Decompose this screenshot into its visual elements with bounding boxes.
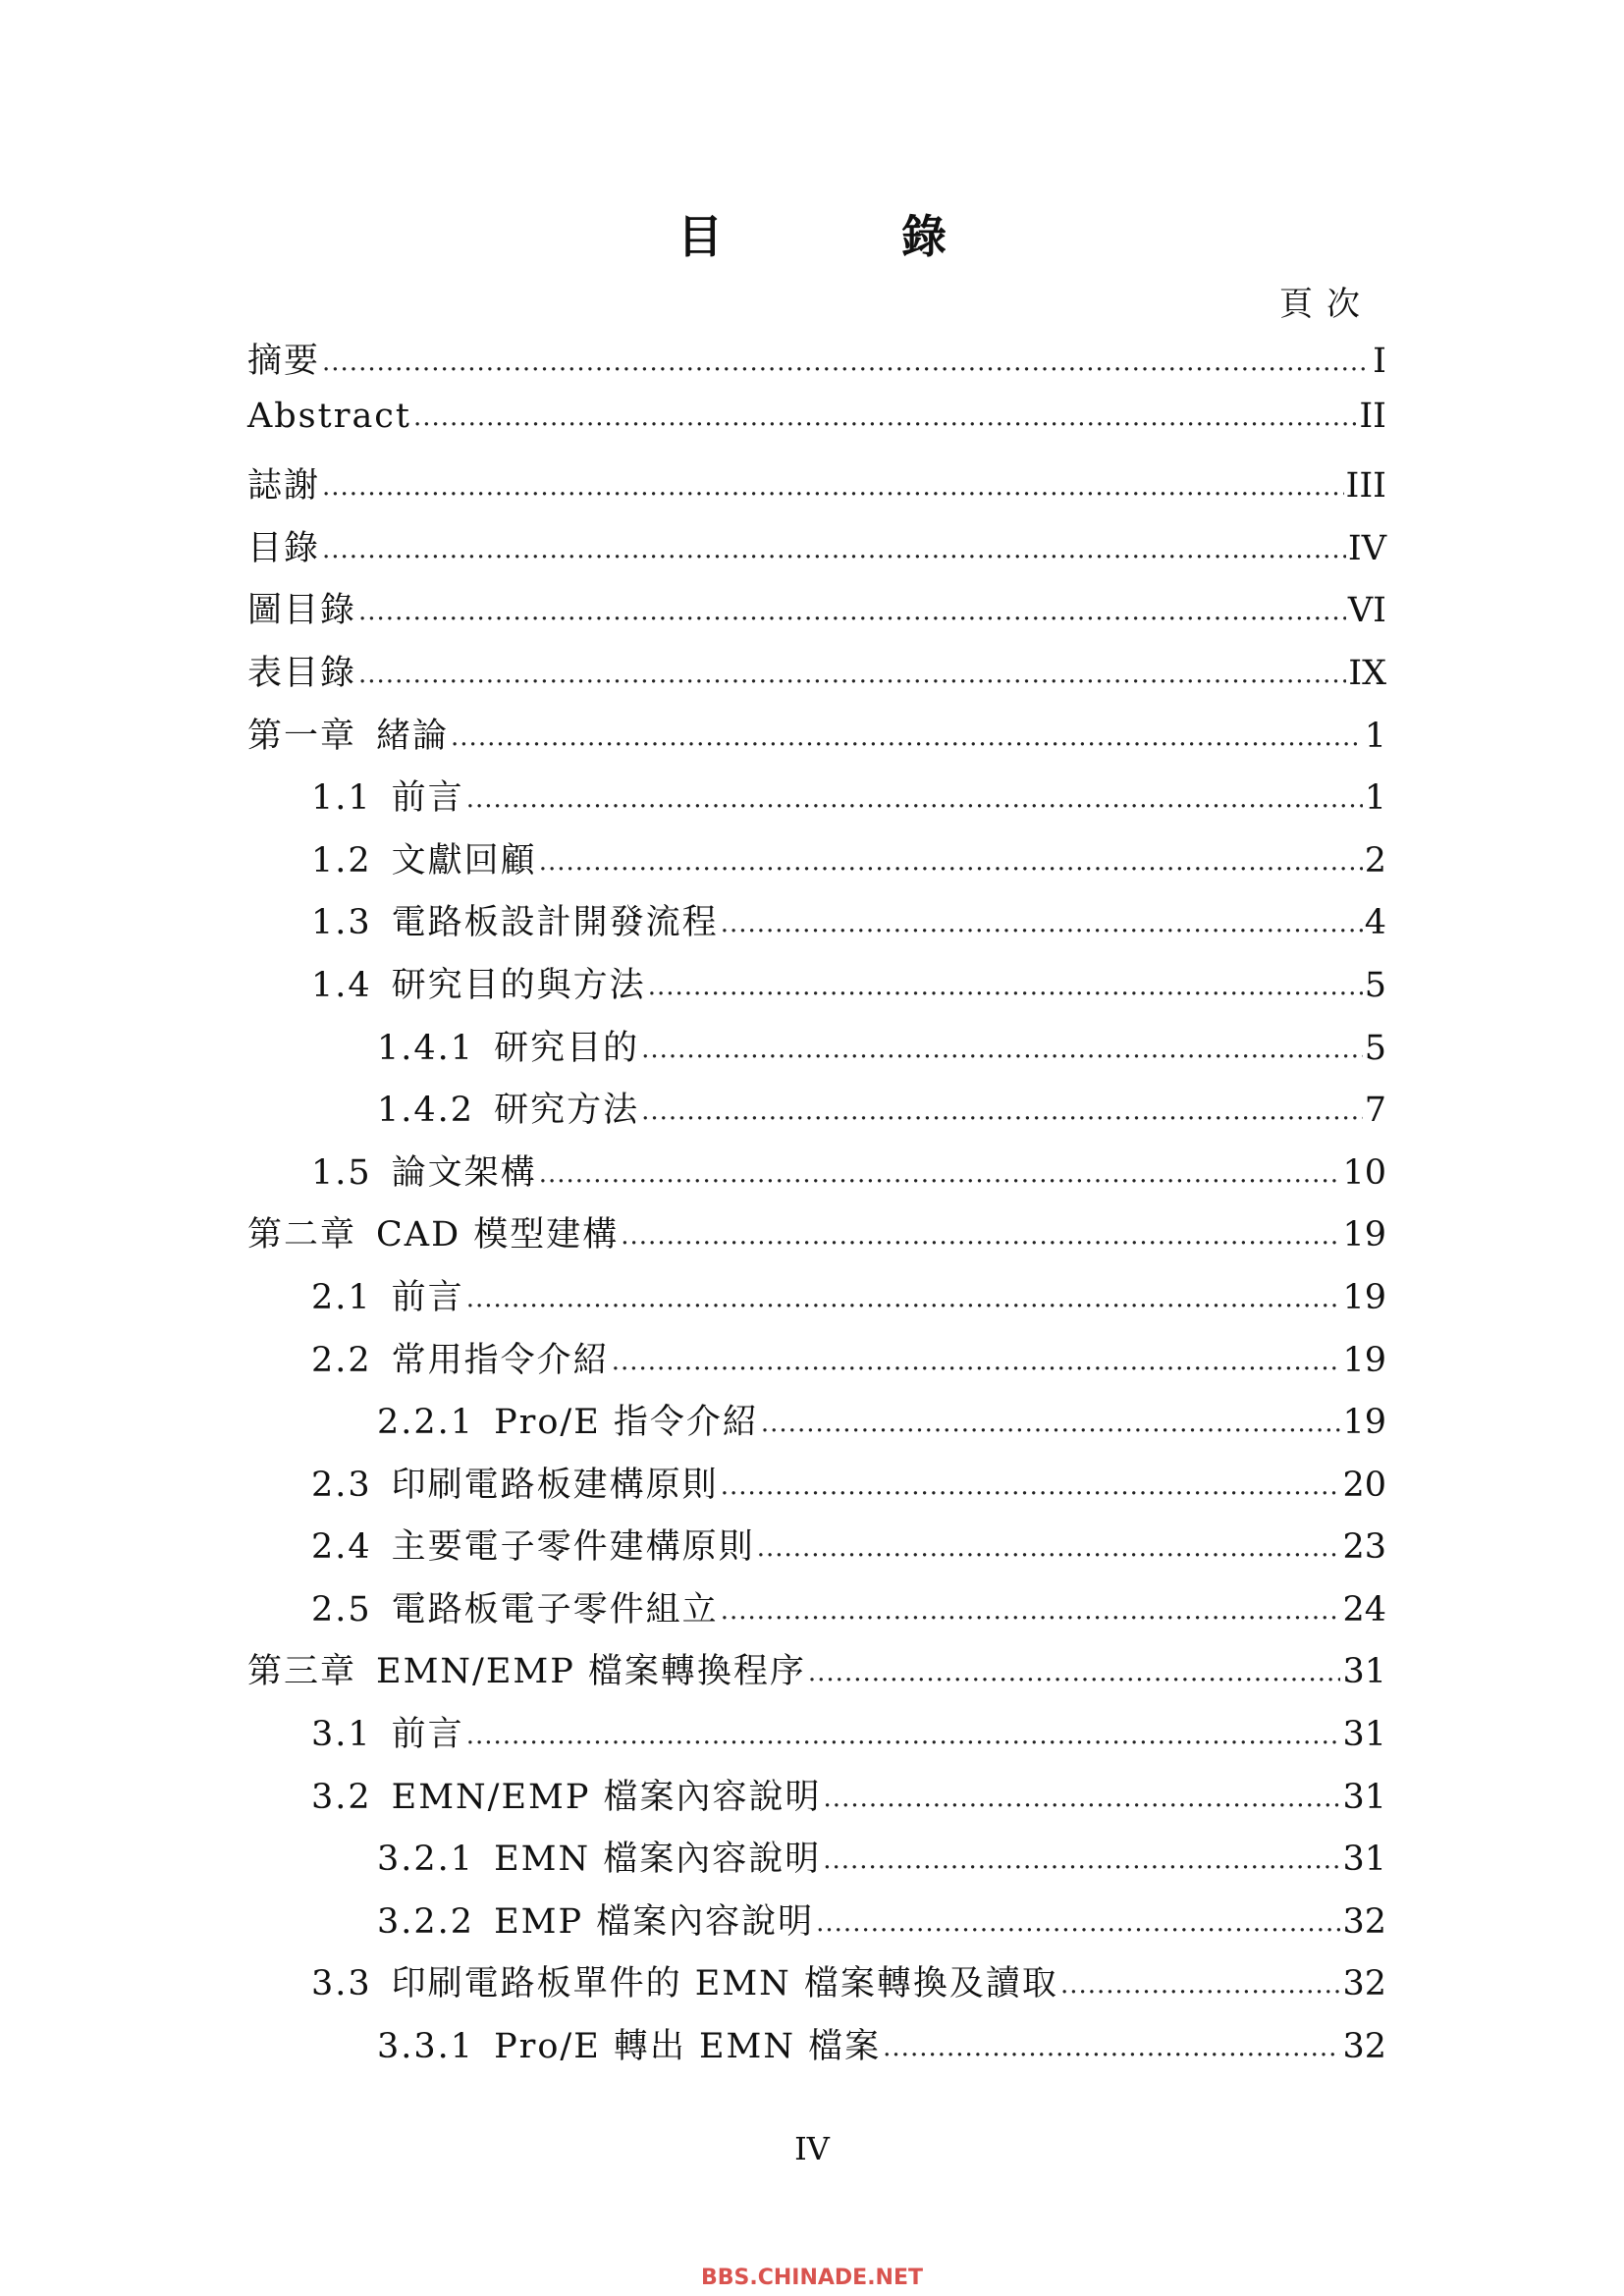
page-title-char-2: 錄 [901, 210, 947, 263]
toc-entry-label: EMN 檔案內容說明 [494, 1840, 822, 1880]
toc-entry-label: 印刷電路板建構原則 [391, 1465, 719, 1505]
page-title-char-1: 目 [677, 210, 723, 263]
toc-entry-page: IX [1348, 653, 1386, 693]
toc-entry [247, 1458, 1386, 1521]
toc-entry-label: 誌謝 [247, 466, 321, 507]
page-title [0, 201, 1624, 266]
toc-entry-number: 2.2.1 [377, 1403, 475, 1443]
toc-entry-page: 23 [1342, 1527, 1386, 1568]
toc-entry-page: 19 [1342, 1215, 1386, 1255]
dot-leader [808, 1650, 1341, 1689]
dot-leader [824, 1776, 1341, 1815]
toc-entry-page: II [1359, 396, 1386, 436]
toc-entry-number: 2.5 [311, 1589, 372, 1629]
footer-page-number: IV [794, 2130, 830, 2167]
toc-entry-number: 1.2 [311, 840, 372, 881]
toc-entry-title [311, 771, 464, 820]
toc-entry-label: 文獻回顧 [391, 840, 537, 881]
toc-entry-title [247, 521, 320, 570]
toc-entry-number: 3.2.2 [377, 1901, 475, 1942]
toc-entry-title [377, 1083, 639, 1132]
toc-entry-number: 3.3.1 [377, 2027, 475, 2067]
dot-leader [466, 1713, 1341, 1752]
dot-leader [539, 1151, 1341, 1191]
toc-entry-page: I [1373, 342, 1386, 381]
toc-entry [247, 1644, 1386, 1707]
toc-entry [247, 583, 1386, 646]
toc-entry [247, 1146, 1386, 1208]
toc-entry [247, 1333, 1386, 1396]
dot-leader [648, 964, 1363, 1003]
toc-entry-label: 圖目錄 [247, 591, 357, 631]
dot-leader [322, 464, 1344, 504]
toc-entry-number: 1.4 [311, 965, 372, 1005]
toc-entry-title [311, 1270, 464, 1319]
toc-entry-page: 31 [1342, 1652, 1386, 1692]
toc-entry-number: 1.5 [311, 1152, 372, 1193]
toc-entry-number: 3.1 [311, 1715, 372, 1755]
toc-entry-label: EMN/EMP 檔案轉換程序 [376, 1652, 806, 1692]
toc-entry-label: 研究目的與方法 [391, 965, 646, 1005]
dot-leader [612, 1339, 1341, 1378]
toc-entry-label: 摘要 [247, 342, 321, 381]
toc-entry [247, 895, 1386, 958]
toc-entry-page: VI [1347, 591, 1386, 631]
toc-entry [247, 709, 1386, 772]
toc-entry-title [247, 709, 449, 758]
dot-leader [883, 2025, 1340, 2064]
toc-entry-label: 表目錄 [247, 653, 357, 693]
toc-entry-page: III [1345, 466, 1386, 507]
toc-entry-page: 32 [1342, 2027, 1386, 2067]
toc-entry-title [311, 1520, 755, 1569]
toc-entry [247, 1270, 1386, 1333]
toc-entry-title [377, 1895, 814, 1944]
toc-entry-page: 4 [1364, 903, 1386, 943]
toc-entry-title [377, 2019, 881, 2068]
dot-leader [641, 1089, 1363, 1128]
toc-entry [247, 458, 1386, 521]
toc-entry-number: 1.4.2 [377, 1091, 475, 1131]
toc-entry-page: 19 [1342, 1340, 1386, 1380]
dot-leader [466, 776, 1363, 816]
toc-entry [247, 1021, 1386, 1084]
toc-entry-number: 2.1 [311, 1277, 372, 1317]
toc-entry-title [377, 1832, 821, 1881]
table-of-contents [247, 334, 1386, 2082]
toc-entry [247, 521, 1386, 584]
toc-entry-label: Pro/E 轉出 EMN 檔案 [494, 2027, 882, 2067]
toc-entry-label: Abstract [247, 396, 411, 436]
dot-leader [757, 1525, 1341, 1565]
toc-entry-page: 19 [1342, 1277, 1386, 1317]
toc-entry-label: 前言 [391, 1277, 464, 1317]
toc-entry-number: 3.2 [311, 1777, 372, 1817]
toc-entry [247, 1895, 1386, 1957]
dot-leader [621, 1213, 1340, 1253]
toc-entry [247, 1770, 1386, 1833]
toc-entry-number: 第一章 [247, 716, 357, 756]
toc-entry-number: 1.1 [311, 778, 372, 819]
dot-leader [358, 652, 1346, 691]
dot-leader [413, 395, 1357, 434]
toc-entry-title [377, 1395, 759, 1444]
toc-entry-label: 前言 [391, 1715, 464, 1755]
toc-entry-number: 1.4.1 [377, 1028, 475, 1068]
toc-entry [247, 1707, 1386, 1770]
toc-entry-number: 3.3 [311, 1964, 372, 2004]
toc-entry-page: 1 [1364, 778, 1386, 819]
toc-entry [247, 397, 1386, 459]
toc-entry-title [247, 583, 356, 632]
toc-entry-title [377, 1021, 639, 1070]
toc-entry-title [247, 397, 411, 436]
dot-leader [358, 589, 1346, 628]
dot-leader [823, 1838, 1340, 1877]
toc-entry-title [311, 1333, 610, 1382]
toc-entry-title [311, 1146, 537, 1195]
dot-leader [322, 340, 1371, 379]
dot-leader [451, 715, 1363, 754]
toc-entry-page: 1 [1364, 716, 1386, 756]
toc-entry-page: 31 [1342, 1715, 1386, 1755]
dot-leader [539, 839, 1363, 879]
toc-entry-label: 印刷電路板單件的 EMN 檔案轉換及讀取 [391, 1964, 1058, 2004]
toc-entry-label: 主要電子零件建構原則 [391, 1527, 755, 1568]
toc-entry [247, 1520, 1386, 1582]
toc-entry-number: 2.3 [311, 1465, 372, 1505]
toc-entry-number: 第三章 [247, 1652, 357, 1692]
watermark: BBS.CHINADE.NET [700, 2266, 923, 2290]
toc-entry-label: 研究方法 [494, 1091, 640, 1131]
toc-entry-page: 20 [1342, 1465, 1386, 1505]
toc-entry-title [311, 1707, 464, 1756]
toc-entry-label: CAD 模型建構 [376, 1215, 620, 1255]
toc-entry-page: 5 [1364, 1028, 1386, 1068]
toc-entry-page: 24 [1342, 1589, 1386, 1629]
toc-entry-label: 緒論 [376, 716, 450, 756]
toc-entry-page: 32 [1342, 1901, 1386, 1942]
toc-entry-title [311, 1956, 1058, 2005]
toc-entry-page: 32 [1342, 1964, 1386, 2004]
dot-leader [1060, 1962, 1341, 2002]
toc-entry-page: 31 [1342, 1777, 1386, 1817]
toc-entry-label: 論文架構 [391, 1152, 537, 1193]
toc-entry-title [311, 833, 537, 882]
toc-entry-page: 10 [1342, 1152, 1386, 1193]
dot-leader [466, 1276, 1341, 1315]
toc-entry [247, 1832, 1386, 1895]
toc-entry-label: 電路板設計開發流程 [391, 903, 719, 943]
toc-entry-title [311, 1582, 719, 1631]
toc-entry-number: 2.2 [311, 1340, 372, 1380]
toc-entry-page: 7 [1364, 1091, 1386, 1131]
toc-entry-number: 2.4 [311, 1527, 372, 1568]
toc-entry-title [311, 1770, 822, 1819]
toc-entry-label: 目錄 [247, 528, 321, 568]
toc-entry [247, 1207, 1386, 1270]
dot-leader [816, 1900, 1340, 1940]
toc-entry [247, 1956, 1386, 2019]
toc-entry-title [311, 895, 719, 944]
toc-entry [247, 958, 1386, 1021]
toc-entry-title [247, 646, 356, 695]
toc-entry [247, 833, 1386, 896]
toc-entry-page: 5 [1364, 965, 1386, 1005]
toc-entry [247, 2019, 1386, 2082]
toc-entry-title [311, 958, 646, 1007]
toc-entry [247, 1582, 1386, 1645]
toc-entry-title [247, 1644, 806, 1693]
toc-entry-title [247, 334, 320, 383]
toc-entry-label: 電路板電子零件組立 [391, 1589, 719, 1629]
toc-entry-page: 19 [1342, 1403, 1386, 1443]
dot-leader [721, 1588, 1341, 1628]
toc-entry [247, 334, 1386, 397]
toc-entry-page: 31 [1342, 1840, 1386, 1880]
toc-entry-number: 第二章 [247, 1215, 357, 1255]
toc-entry-label: 前言 [391, 778, 464, 819]
dot-leader [761, 1401, 1341, 1440]
toc-entry-label: Pro/E 指令介紹 [494, 1403, 759, 1443]
toc-entry-title [247, 458, 320, 507]
toc-entry-number: 1.3 [311, 903, 372, 943]
toc-entry-title [311, 1458, 719, 1507]
toc-entry [247, 1395, 1386, 1458]
toc-entry-label: EMP 檔案內容說明 [494, 1901, 815, 1942]
toc-entry-page: IV [1347, 528, 1386, 568]
toc-entry [247, 1083, 1386, 1146]
toc-entry-title [247, 1207, 619, 1256]
toc-entry [247, 646, 1386, 709]
toc-entry-number: 3.2.1 [377, 1840, 475, 1880]
toc-entry-label: EMN/EMP 檔案內容說明 [391, 1777, 822, 1817]
toc-entry-label: 研究目的 [494, 1028, 640, 1068]
toc-entry [247, 771, 1386, 833]
toc-entry-label: 常用指令介紹 [391, 1340, 610, 1380]
page-column-label: 頁次 [1279, 285, 1374, 324]
dot-leader [721, 901, 1363, 940]
dot-leader [721, 1464, 1341, 1503]
dot-leader [641, 1027, 1363, 1066]
toc-entry-page: 2 [1364, 840, 1386, 881]
dot-leader [322, 527, 1346, 566]
